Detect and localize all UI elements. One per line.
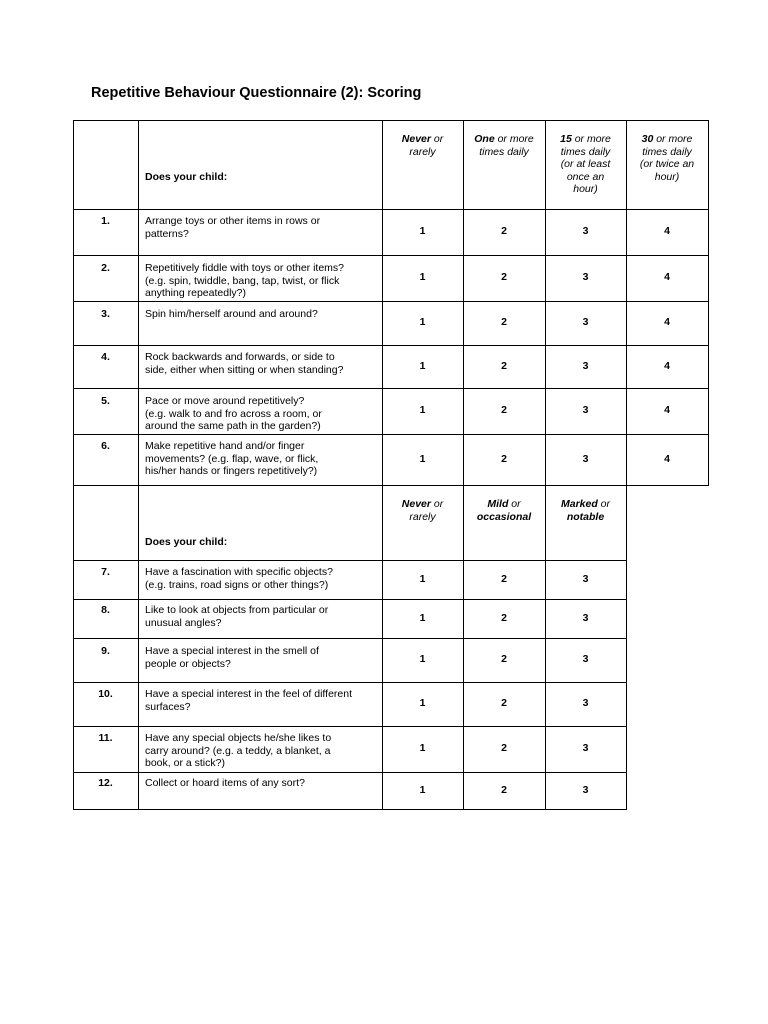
header-bold: One (474, 133, 495, 145)
question-line: people or objects? (145, 657, 231, 670)
rule-line (73, 388, 709, 389)
score-value: 3 (582, 452, 589, 465)
score-value: 1 (419, 404, 426, 416)
score-value: 3 (582, 697, 589, 709)
rule-line (73, 120, 74, 486)
rule-line (73, 809, 627, 810)
rule-line (73, 682, 627, 683)
score-value: 1 (419, 271, 426, 283)
score-value: 2 (501, 316, 507, 328)
question-line: Make repetitive hand and/or finger (145, 440, 305, 452)
header-bold: Never (401, 498, 431, 510)
header-bold: 30 (641, 133, 654, 145)
score-value: 3 (582, 359, 589, 372)
question-line: Collect or hoard items of any sort? (145, 777, 305, 789)
header-text: or (430, 133, 444, 145)
frequency-column-header (382, 133, 463, 158)
header-text: rarely (409, 510, 436, 523)
item-number: 4. (101, 351, 110, 363)
does-your-child-label: Does your child: (145, 171, 228, 183)
score-value: 1 (419, 316, 426, 328)
header-bold: 15 (560, 133, 572, 145)
header-text: hour) (654, 170, 680, 183)
question-text (145, 604, 379, 629)
question-line: movements? (e.g. flap, wave, or flick, (145, 452, 319, 465)
header-text: or (508, 498, 521, 510)
rule-line (73, 434, 709, 435)
score-value: 4 (664, 452, 670, 465)
header-text: (or at least (560, 158, 611, 170)
score-value: 1 (419, 225, 426, 237)
score-value: 3 (582, 742, 589, 754)
question-line: side, either when sitting or when standing? (145, 363, 344, 376)
rule-line (73, 255, 709, 256)
question-line: Like to look at objects from particular or (145, 604, 329, 616)
question-line: carry around? (e.g. a teddy, a blanket, a (145, 744, 331, 757)
score-value: 2 (501, 697, 507, 709)
question-text (145, 308, 379, 321)
item-number: 9. (101, 645, 110, 657)
question-text (145, 732, 379, 770)
question-text (145, 215, 379, 240)
frequency-column-header (626, 133, 708, 183)
question-line: (e.g. spin, twiddle, bang, tap, twist, or flick (145, 274, 340, 287)
header-text: times daily (479, 145, 529, 158)
header-text: times daily (560, 145, 611, 158)
header-text: or (430, 498, 444, 510)
question-text (145, 440, 379, 478)
header-text: times daily (642, 145, 692, 158)
item-number: 10. (98, 688, 113, 700)
score-value: 3 (582, 225, 589, 237)
score-value: 2 (501, 359, 507, 372)
item-number: 5. (101, 395, 110, 407)
rule-line (708, 120, 709, 486)
item-number: 7. (101, 566, 110, 578)
score-value: 2 (501, 452, 507, 465)
rule-line (73, 772, 627, 773)
score-value: 1 (419, 359, 426, 372)
score-value: 2 (501, 783, 507, 796)
header-text: occasional (476, 510, 532, 523)
score-value: 3 (582, 653, 589, 665)
header-bold: Mild (487, 498, 509, 510)
score-value: 2 (501, 271, 507, 283)
rule-line (463, 120, 464, 486)
rule-line (73, 485, 627, 486)
score-value: 4 (664, 404, 670, 416)
header-text: or more (653, 133, 693, 145)
question-line: patterns? (145, 227, 189, 240)
score-value: 4 (664, 225, 670, 237)
score-value: 3 (582, 316, 589, 328)
question-line: around the same path in the garden?) (145, 420, 321, 432)
score-value: 1 (419, 742, 426, 754)
header-text: or (597, 498, 611, 510)
header-bold: Never (401, 133, 431, 145)
question-text (145, 566, 379, 591)
question-text (145, 777, 379, 790)
rule-line (382, 120, 383, 486)
score-value: 1 (419, 611, 426, 624)
score-value: 1 (419, 697, 426, 709)
frequency-column-header (463, 498, 545, 523)
question-line: Rock backwards and forwards, or side to (145, 351, 335, 363)
question-line: Have a special interest in the feel of different (145, 688, 353, 700)
rule-line (73, 345, 709, 346)
question-text (145, 395, 379, 433)
item-number: 12. (98, 777, 113, 789)
rule-line (545, 485, 546, 810)
score-value: 2 (501, 572, 507, 585)
question-text (145, 351, 379, 376)
header-text: notable (566, 510, 605, 523)
score-value: 2 (501, 742, 507, 754)
score-value: 4 (664, 316, 670, 328)
header-text: rarely (409, 145, 436, 158)
header-text: or more (571, 133, 611, 145)
rule-line (73, 638, 627, 639)
score-value: 2 (501, 225, 507, 237)
item-number: 6. (101, 440, 110, 452)
question-text (145, 645, 379, 670)
rule-line (138, 120, 139, 486)
item-number: 3. (101, 308, 110, 320)
score-value: 3 (582, 611, 589, 624)
rule-line (382, 485, 383, 810)
rule-line (73, 301, 709, 302)
question-line: anything repeatedly?) (145, 287, 246, 299)
question-text (145, 262, 379, 300)
score-value: 4 (664, 271, 670, 283)
question-line: Have any special objects he/she likes to (145, 732, 332, 744)
rule-line (73, 120, 709, 121)
score-value: 3 (582, 271, 589, 283)
question-line: Repetitively fiddle with toys or other items? (145, 262, 345, 274)
score-value: 2 (501, 653, 507, 665)
question-line: Have a fascination with specific objects? (145, 566, 333, 578)
question-line: unusual angles? (145, 616, 222, 629)
item-number: 2. (101, 262, 110, 274)
question-text (145, 688, 379, 713)
question-line: Pace or move around repetitively? (145, 395, 305, 407)
question-line: (e.g. walk to and fro across a room, or (145, 407, 322, 420)
item-number: 8. (101, 604, 110, 616)
page-title: Repetitive Behaviour Questionnaire (2): Scoring (91, 85, 422, 101)
header-text: (or twice an (639, 158, 695, 170)
item-number: 11. (98, 732, 113, 744)
score-value: 4 (664, 359, 670, 372)
score-value: 3 (582, 572, 589, 585)
frequency-column-header (545, 133, 626, 196)
question-line: Have a special interest in the smell of (145, 645, 319, 657)
header-text: hour) (573, 183, 598, 195)
score-value: 3 (582, 783, 589, 796)
rule-line (138, 485, 139, 810)
score-value: 1 (419, 783, 426, 796)
does-your-child-label: Does your child: (145, 536, 228, 548)
header-bold: Marked (560, 498, 598, 510)
rule-line (73, 599, 627, 600)
score-value: 2 (501, 404, 507, 416)
frequency-column-header (545, 498, 626, 523)
score-value: 1 (419, 653, 426, 665)
question-line: his/her hands or fingers repetitively?) (145, 465, 318, 477)
score-value: 3 (582, 404, 589, 416)
frequency-column-header (382, 498, 463, 523)
item-number: 1. (101, 215, 110, 227)
question-line: Spin him/herself around and around? (145, 308, 318, 320)
question-line: (e.g. trains, road signs or other things?) (145, 578, 329, 591)
header-text: once an (566, 170, 605, 183)
question-line: book, or a stick?) (145, 757, 225, 769)
rule-line (626, 485, 627, 810)
question-line: surfaces? (145, 700, 191, 713)
rule-line (73, 209, 709, 210)
frequency-column-header (463, 133, 545, 158)
rule-line (73, 726, 627, 727)
score-value: 1 (419, 452, 426, 465)
header-text: or more (494, 133, 534, 145)
question-line: Arrange toys or other items in rows or (145, 215, 321, 227)
score-value: 1 (419, 572, 426, 585)
score-value: 2 (501, 611, 507, 624)
rule-line (73, 560, 627, 561)
rule-line (463, 485, 464, 810)
